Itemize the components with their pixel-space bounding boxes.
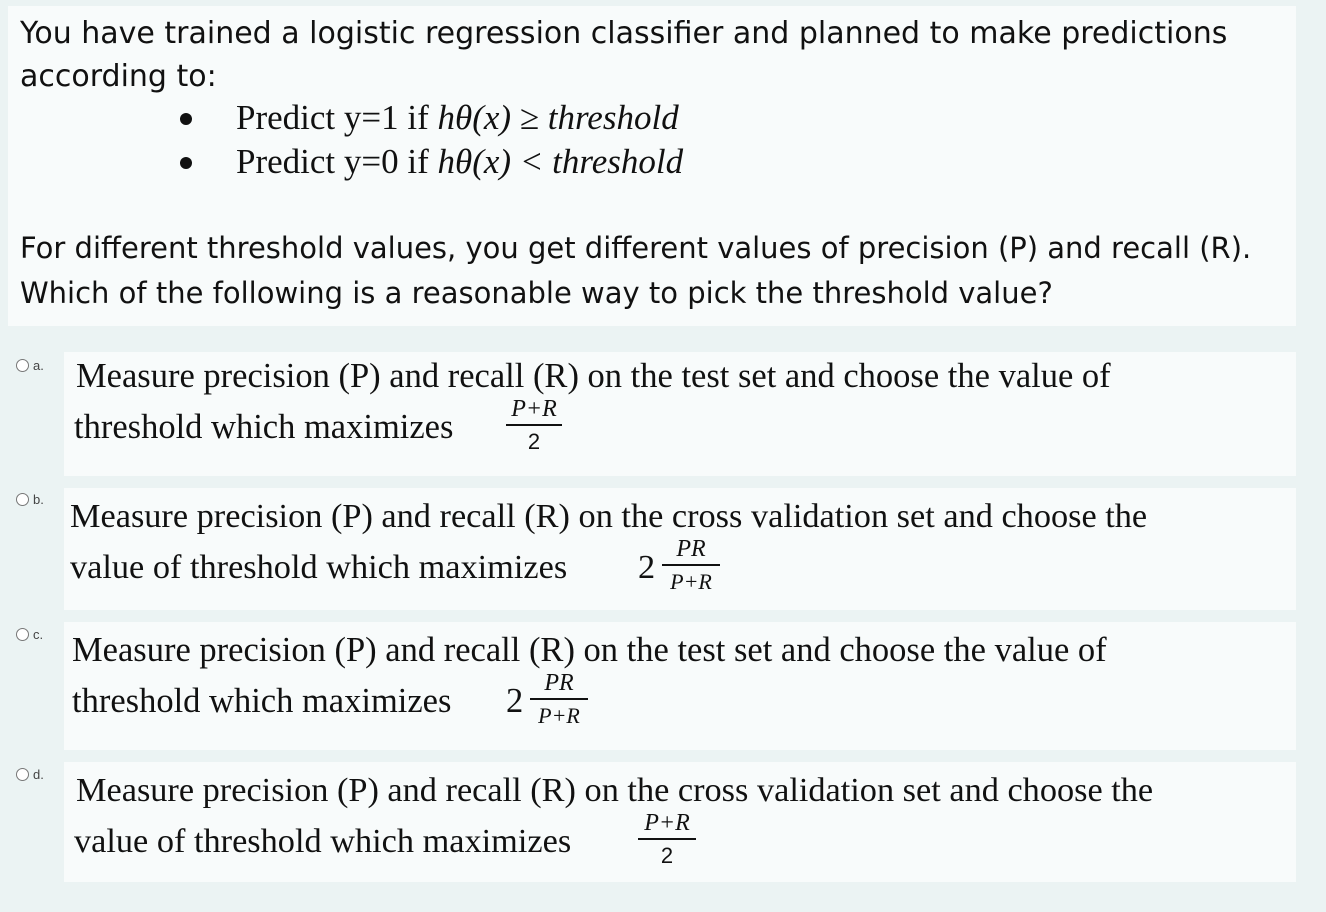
fraction-numerator: PR <box>544 670 574 696</box>
option-b-radio[interactable] <box>16 492 44 507</box>
fraction-numerator: PR <box>676 536 706 562</box>
radio-button-icon[interactable] <box>16 359 29 372</box>
option-c-radio[interactable] <box>16 627 43 642</box>
question-intro-line-2: according to: <box>20 59 217 94</box>
radio-button-icon[interactable] <box>16 768 29 781</box>
option-c-fraction <box>530 670 588 728</box>
option-b-fraction <box>662 536 720 594</box>
fraction-bar <box>530 698 588 700</box>
option-c-answer[interactable] <box>64 622 1296 750</box>
radio-button-icon[interactable] <box>16 493 29 506</box>
fraction-denominator: P+R <box>670 569 712 594</box>
fraction-denominator: 2 <box>660 843 674 868</box>
rule-2-expression: hθ(x) < threshold <box>437 142 684 181</box>
prediction-rule-2 <box>180 142 880 182</box>
option-d-fraction <box>638 810 696 868</box>
option-a-answer[interactable] <box>64 352 1296 476</box>
rule-1-prefix: Predict y=1 if <box>236 98 438 137</box>
option-a-radio[interactable] <box>16 358 44 373</box>
fraction-bar <box>662 564 720 566</box>
option-c-line-2: threshold which maximizes <box>72 682 452 720</box>
question-body-line-2: Which of the following is a reasonable way to pick the threshold value? <box>20 276 1053 310</box>
option-a-line-2: threshold which maximizes <box>74 408 454 446</box>
fraction-bar <box>638 838 696 840</box>
radio-button-icon[interactable] <box>16 628 29 641</box>
prediction-rule-1 <box>180 98 880 138</box>
question-body-line-1: For different threshold values, you get different values of precision (P) and recall (R). <box>20 231 1252 265</box>
fraction-denominator: 2 <box>527 429 541 454</box>
fraction-bar <box>506 424 562 426</box>
option-b-answer[interactable] <box>64 488 1296 610</box>
question-text-block <box>8 6 1296 326</box>
option-b-letter: b. <box>33 492 44 507</box>
option-a-line-1: Measure precision (P) and recall (R) on the test set and choose the value of <box>76 357 1111 395</box>
option-d-line-2: value of threshold which maximizes <box>74 822 572 860</box>
question-intro-line-1: You have trained a logistic regression classifier and planned to make predictions <box>20 16 1228 51</box>
fraction-numerator: P+R <box>511 396 557 422</box>
option-c-line-1: Measure precision (P) and recall (R) on the test set and choose the value of <box>72 631 1107 669</box>
fraction-denominator: P+R <box>538 703 580 728</box>
option-b-line-2: value of threshold which maximizes <box>70 548 568 586</box>
option-a-fraction <box>506 396 562 454</box>
option-c-coefficient: 2 <box>506 682 524 720</box>
option-a-letter: a. <box>33 358 44 373</box>
rule-1-expression: hθ(x) ≥ threshold <box>437 98 679 137</box>
bullet-icon <box>180 157 192 169</box>
option-d-line-1: Measure precision (P) and recall (R) on the cross validation set and choose the <box>76 771 1154 809</box>
bullet-icon <box>180 113 192 125</box>
option-b-line-1: Measure precision (P) and recall (R) on the cross validation set and choose the <box>70 497 1148 535</box>
option-d-letter: d. <box>33 767 44 782</box>
option-d-answer[interactable] <box>64 762 1296 882</box>
option-c-letter: c. <box>33 627 44 642</box>
rule-2-prefix: Predict y=0 if <box>236 142 438 181</box>
fraction-numerator: P+R <box>644 810 690 836</box>
option-d-radio[interactable] <box>16 767 44 782</box>
option-b-coefficient: 2 <box>638 548 656 586</box>
